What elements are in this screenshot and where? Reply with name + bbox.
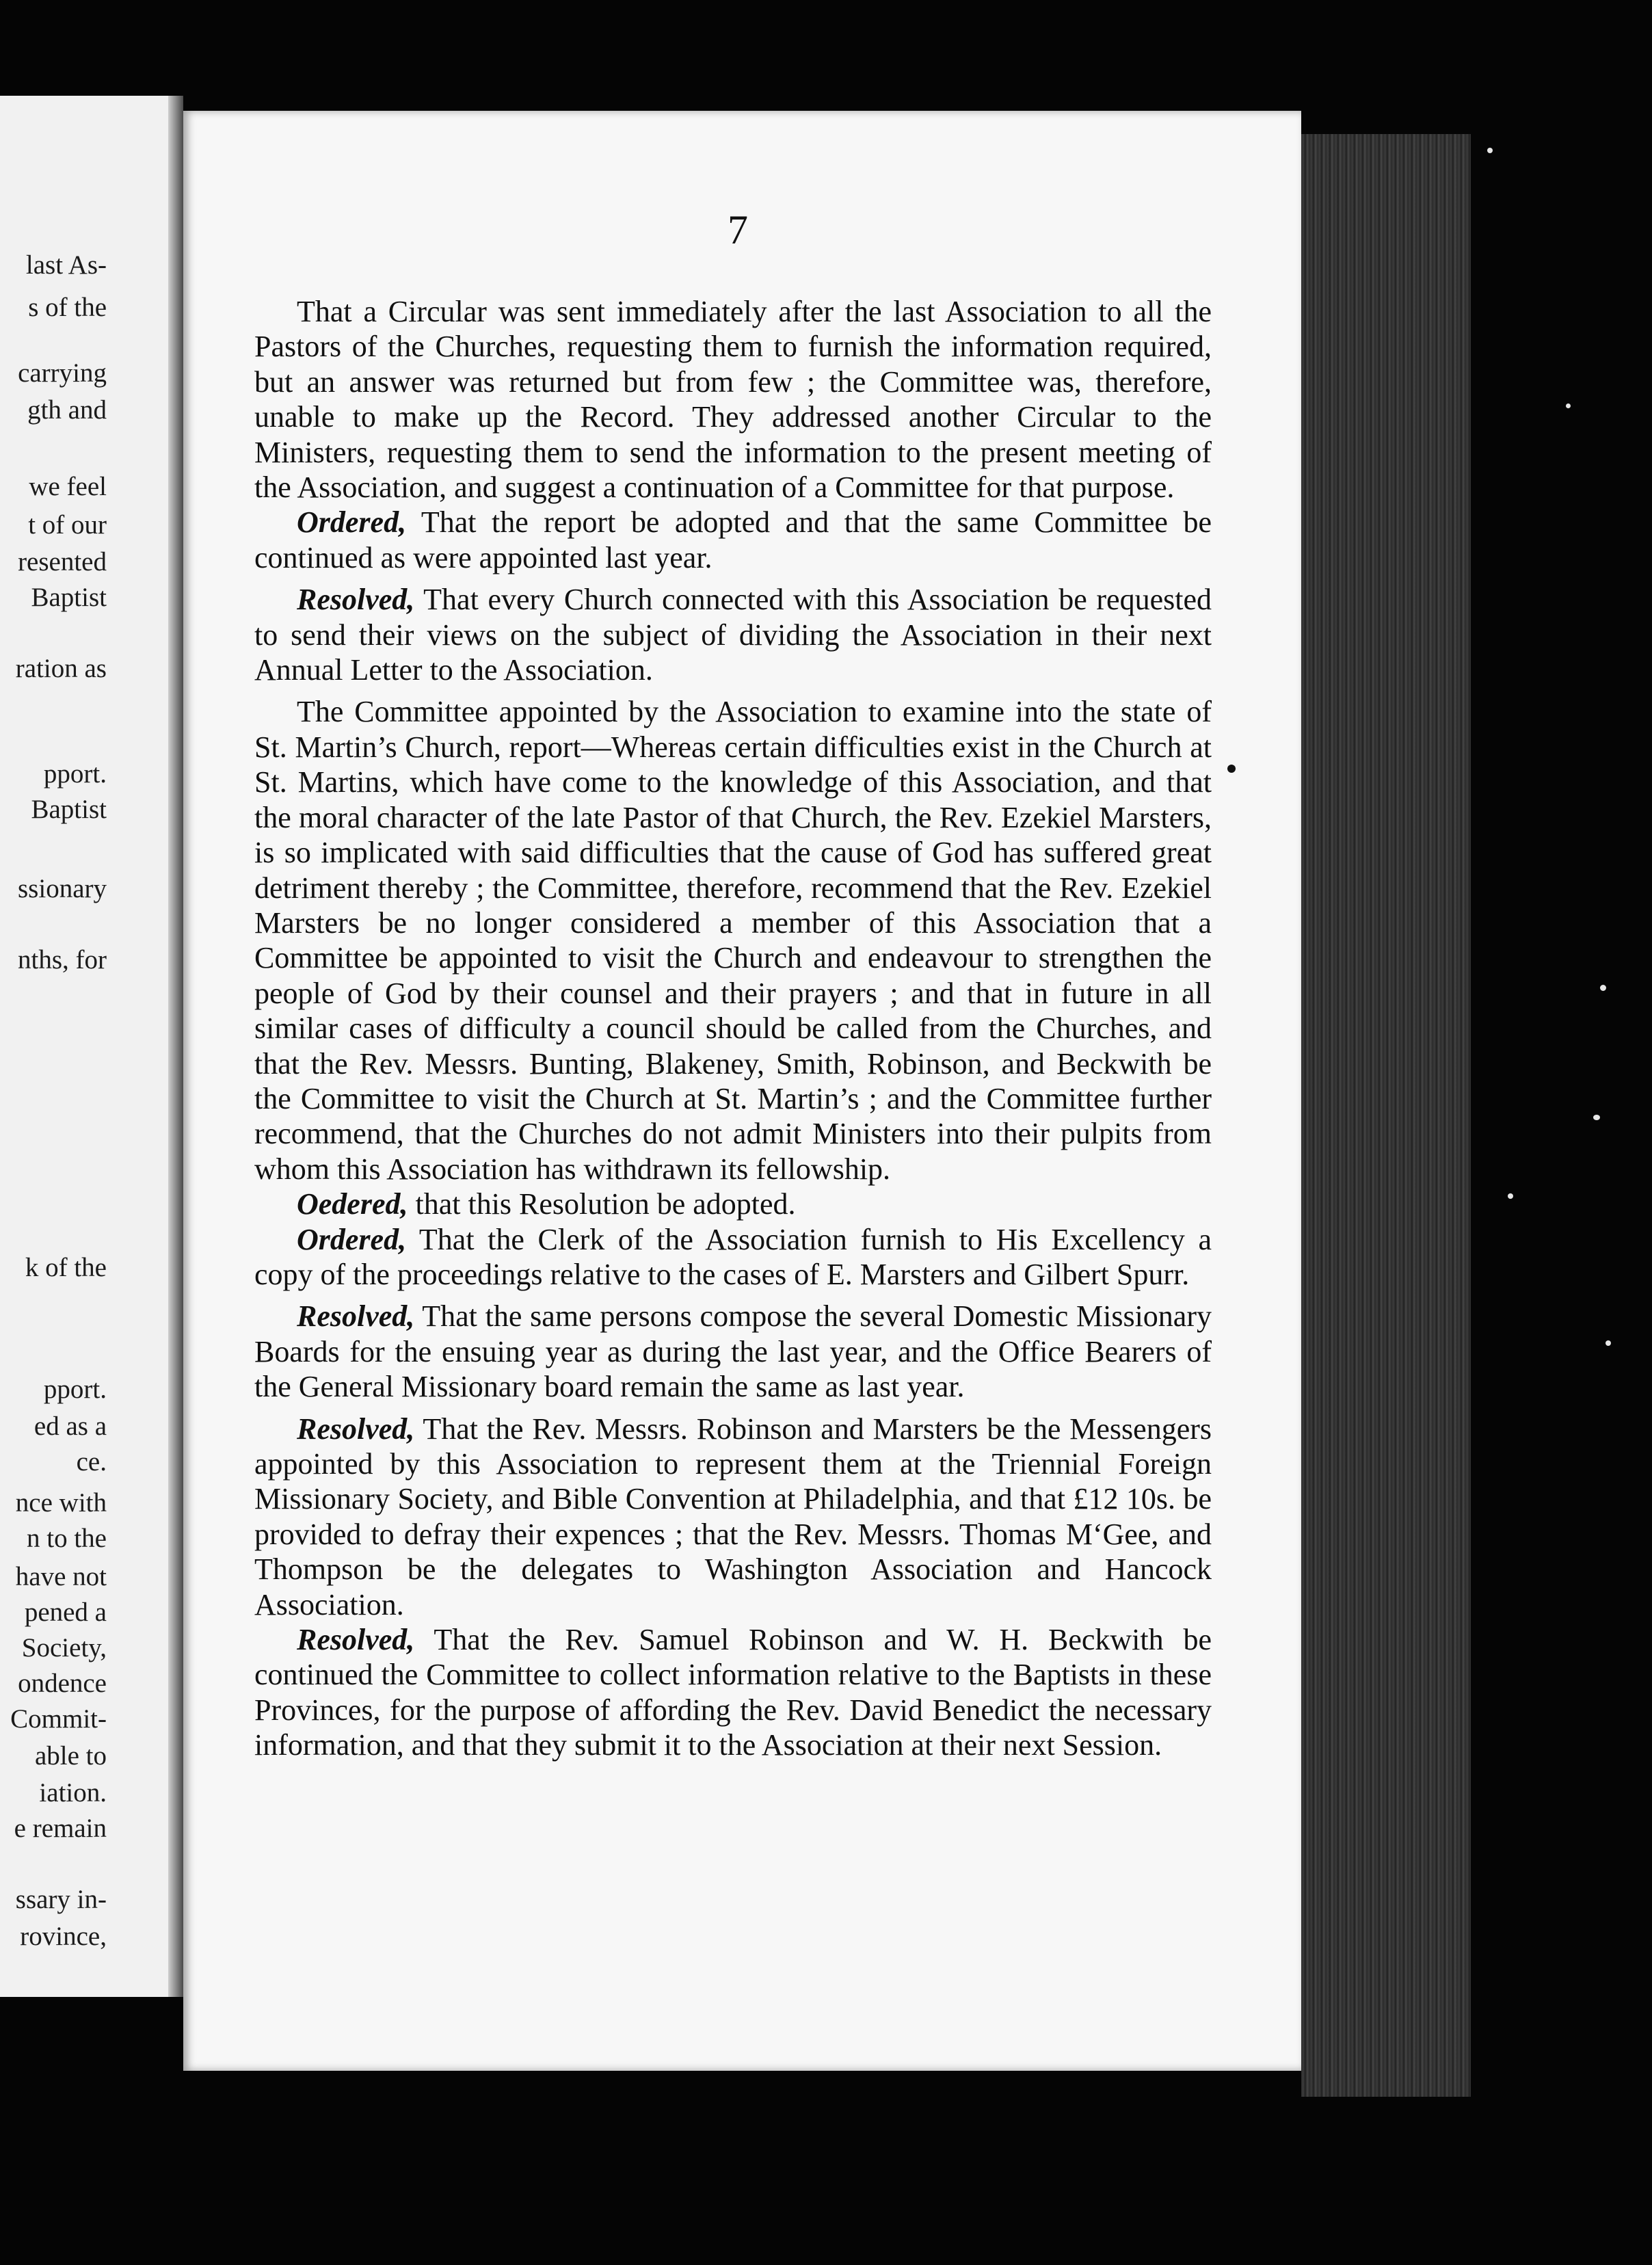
left-page-line: k of the [25, 1253, 107, 1282]
paragraph-oedered: Oedered, that this Resolution be adopted. [297, 1187, 796, 1221]
paragraph-resolved-messengers: Resolved, That the Rev. Messrs. Robinson and Marsters be the Messengers appointed by this Association to represent them at the Triennial Foreign Missionary Society, and Bible Convention at Philadelphia, and that £12 10s. be provided to defray their expences ; that the Rev. Messrs. Thomas M‘Gee, and Thompson be the delegates to Washington Association and Hancock Association. [254, 1412, 1212, 1621]
left-page-line: ssionary [18, 874, 107, 903]
left-page-line: Baptist [31, 795, 107, 824]
scan-speck [1593, 1115, 1600, 1120]
left-page-line: able to [34, 1741, 107, 1771]
left-page-line: e remain [14, 1814, 107, 1843]
paragraph-st-martins-report: The Committee appointed by the Association to examine into the state of St. Martin’s Church, report—Whereas certain difficulties exist in the Church at St. Martins, which have come to the knowledge of this Association, and that the moral character of the late Pastor of that Church, the Rev. Ezekiel Marsters, is so implicated with said difficulties that the cause of God has suffered great detriment thereby ; the Committee, therefore, recommend that the Rev. Ezekiel Marsters be no longer considered a member of this Association that a Committee be appointed to visit the Church and endeavour to strengthen the people of God by their counsel and their prayers ; and that in future in all similar cases of difficulty a council should be called from the Churches, and that the Rev. Messrs. Bunting, Blakeney, Smith, Robinson, and Beckwith be the Committee to visit the Church at St. Martin’s ; and the Committee further recommend, that the Churches do not admit Ministers into their pulpits from whom this Association has withdrawn its fellowship. [254, 695, 1212, 1186]
left-page-line: last As- [25, 250, 107, 280]
left-page-line: Commit- [10, 1704, 107, 1734]
page-edges [1301, 134, 1471, 2097]
left-page-line: Baptist [31, 583, 107, 612]
left-page-line: we feel [29, 472, 107, 501]
left-page-line: iation. [39, 1778, 107, 1807]
left-page-line: s of the [28, 293, 107, 322]
left-page-line: ration as [15, 654, 107, 683]
page-number: 7 [728, 207, 748, 252]
paragraph-resolved-boards: Resolved, That the same persons compose the several Domestic Missionary Boards for the ensuing year as during the last year, and the Office Bearers of the General Missionary board remain the same as last year. [254, 1299, 1212, 1404]
left-page-line: carrying [18, 358, 107, 388]
left-page-line: ed as a [34, 1412, 107, 1441]
scan-speck [1606, 1340, 1611, 1346]
page-body [254, 294, 1212, 1763]
left-page-line: gth and [27, 395, 107, 425]
scan-speck [1566, 403, 1571, 408]
left-facing-page [0, 96, 183, 1997]
left-page-line: pened a [24, 1598, 107, 1627]
scan-speck [1487, 148, 1493, 153]
paragraph-ordered-report: Ordered, That the report be adopted and that the same Committee be continued as were appointed last year. [254, 505, 1212, 574]
paragraph-resolved-dividing: Resolved, That every Church connected with this Association be requested to send their views on the subject of dividing the Association in their next Annual Letter to the Association. [254, 583, 1212, 687]
scan-speck [1508, 1193, 1513, 1199]
paragraph-resolved-committee: Resolved, That the Rev. Samuel Robinson and W. H. Beckwith be continued the Committee to collect information relative to the Baptists in these Provinces, for the purpose of affording the Rev. David Benedict the necessary information, and that they submit it to the Association at their next Session. [254, 1623, 1212, 1762]
left-page-line: nths, for [18, 945, 107, 975]
left-page-line: Society, [21, 1633, 107, 1663]
left-page-line: ssary in- [15, 1885, 107, 1914]
scan-dot [1227, 765, 1236, 773]
left-page-line: t of our [28, 510, 107, 540]
left-page-line: rovince, [20, 1922, 107, 1951]
left-page-line: resented [18, 547, 107, 577]
paragraph-circular: That a Circular was sent immediately after the last Association to all the Pastors of the Churches, requesting them to furnish the information required, but an answer was returned but from few ; the Committee was, therefore, unable to make up the Record. They addressed another Circular to the Ministers, requesting them to send the information to the present meeting of the Association, and suggest a continuation of a Committee for that purpose. [254, 295, 1212, 505]
left-page-line: nce with [15, 1488, 107, 1518]
paragraph-ordered-clerk: Ordered, That the Clerk of the Association furnish to His Excellency a copy of the proceedings relative to the cases of E. Marsters and Gilbert Spurr. [254, 1222, 1212, 1291]
left-page-line: pport. [43, 1375, 107, 1404]
left-page-line: ondence [18, 1669, 107, 1698]
gutter-shadow [168, 96, 183, 1997]
scan-speck [1600, 985, 1606, 991]
left-page-line: pport. [43, 759, 107, 789]
left-page-line: ce. [76, 1447, 107, 1476]
left-page-line: have not [15, 1562, 107, 1591]
left-page-line: n to the [27, 1524, 107, 1553]
